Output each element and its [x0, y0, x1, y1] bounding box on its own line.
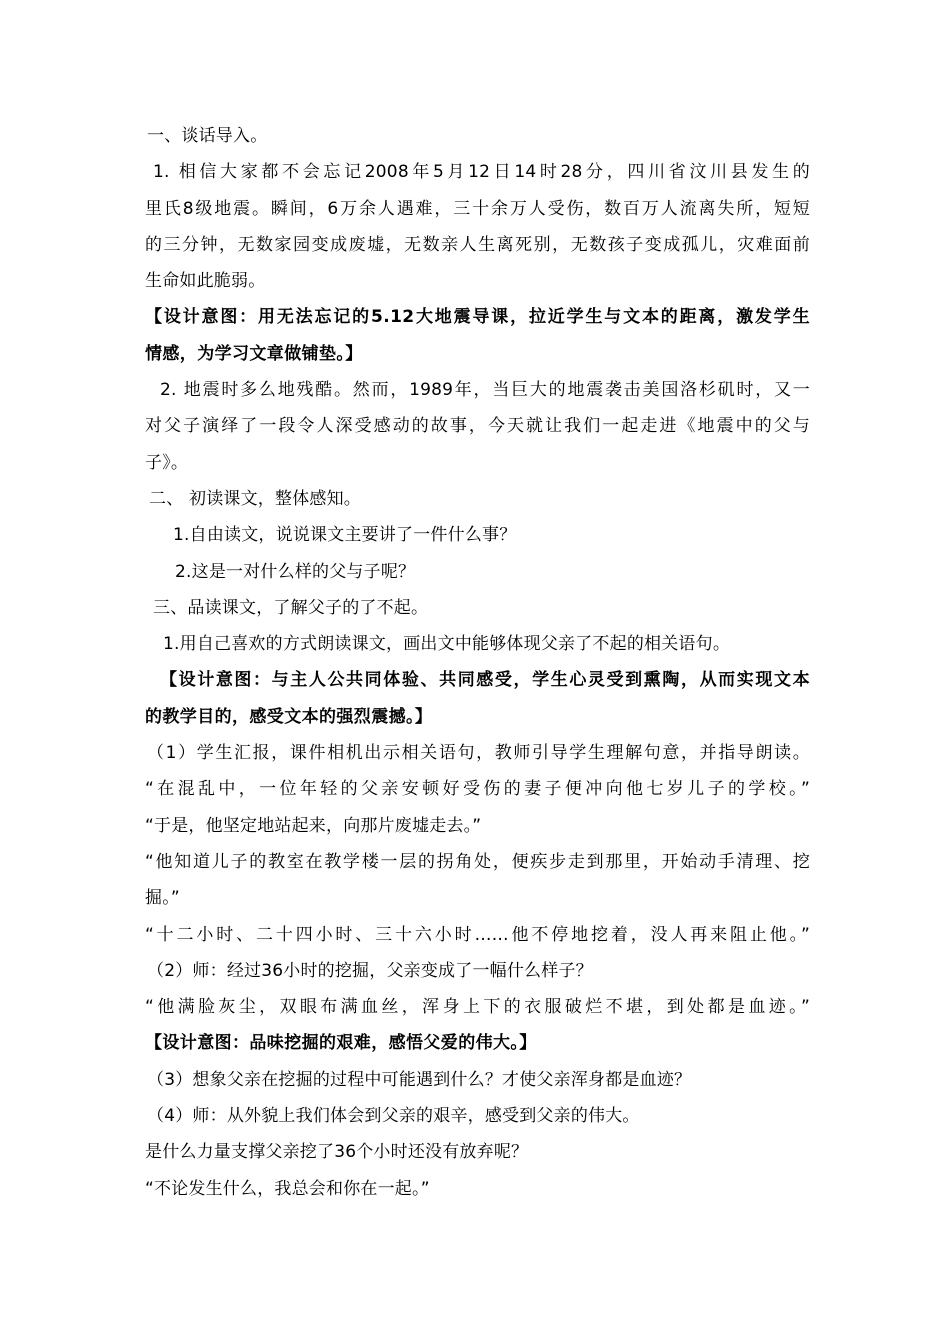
- body-text-line: 2. 地震时多么地残酷。然而，1989年，当巨大的地震袭击美国洛杉矶时，又一: [160, 380, 810, 401]
- body-text-line: 1.自由读文，说说课文主要讲了一件什么事？: [173, 525, 517, 546]
- design-intent-line: 的教学目的，感受文本的强烈震撼。】: [145, 706, 433, 727]
- body-text-line: （1）学生汇报，课件相机出示相关语句，教师引导学生理解句意，并指导朗读。: [147, 743, 810, 764]
- body-text-line: 里氏8级地震。瞬间，6万余人遇难，三十余万人受伤，数百万人流离失所，短短: [145, 198, 810, 219]
- body-text-line: 2.这是一对什么样的父与子呢？: [175, 561, 416, 582]
- body-text-line: 一、谈话导入。: [147, 126, 268, 146]
- body-text-line: 子》。: [145, 452, 189, 473]
- body-text-line: “十二小时、二十四小时、三十六小时……他不停地挖着，没人再来阻止他。”: [145, 924, 810, 945]
- body-text-line: 是什么力量支撑父亲挖了36个小时还没有放弃呢？: [145, 1142, 529, 1163]
- body-text-line: （2）师：经过36小时的挖掘，父亲变成了一幅什么样子？: [147, 960, 593, 981]
- design-intent-line: 【设计意图：品味挖掘的艰难，感悟父爱的伟大。】: [145, 1033, 537, 1054]
- body-text-line: 生命如此脆弱。: [145, 271, 266, 292]
- body-text-line: “在混乱中，一位年轻的父亲安顿好受伤的妻子便冲向他七岁儿子的学校。”: [145, 779, 810, 800]
- body-text-line: （4）师：从外貌上我们体会到父亲的艰辛，感受到父亲的伟大。: [147, 1106, 640, 1127]
- body-text-line: （3）想象父亲在挖掘的过程中可能遇到什么？才使父亲浑身都是血迹？: [147, 1069, 692, 1090]
- body-text-line: “于是，他坚定地站起来，向那片废墟走去。”: [145, 815, 482, 836]
- design-intent-line: 情感，为学习文章做铺垫。】: [145, 343, 363, 364]
- document-body: [145, 118, 810, 1207]
- design-intent-line: 【设计意图：用无法忘记的5.12大地震导课，拉近学生与文本的距离，激发学生: [145, 307, 810, 328]
- body-text-line: “不论发生什么，我总会和你在一起。”: [145, 1178, 430, 1199]
- body-text-line: 二、 初读课文，整体感知。: [149, 488, 362, 509]
- body-text-line: 对父子演绎了一段令人深受感动的故事，今天就让我们一起走进《地震中的父与: [145, 416, 810, 437]
- design-intent-line: 【设计意图：与主人公共同体验、共同感受，学生心灵受到熏陶，从而实现文本: [160, 670, 810, 691]
- body-text-line: “他满脸灰尘，双眼布满血丝，浑身上下的衣服破烂不堪，到处都是血迹。”: [145, 997, 810, 1018]
- body-text-line: “他知道儿子的教室在教学楼一层的拐角处，便疾步走到那里，开始动手清理、挖: [145, 851, 810, 872]
- body-text-line: 的三分钟，无数家园变成废墟，无数亲人生离死别，无数孩子变成孤儿，灾难面前: [145, 234, 810, 255]
- body-text-line: 掘。”: [145, 888, 180, 909]
- text-lines: [145, 118, 810, 1207]
- body-text-line: 1.用自己喜欢的方式朗读课文，画出文中能够体现父亲了不起的相关语句。: [163, 634, 731, 655]
- body-text-line: 三、品读课文，了解父子的了不起。: [153, 597, 429, 618]
- body-text-line: 1. 相信大家都不会忘记2008年5月12日14时28分，四川省汶川县发生的: [153, 162, 810, 183]
